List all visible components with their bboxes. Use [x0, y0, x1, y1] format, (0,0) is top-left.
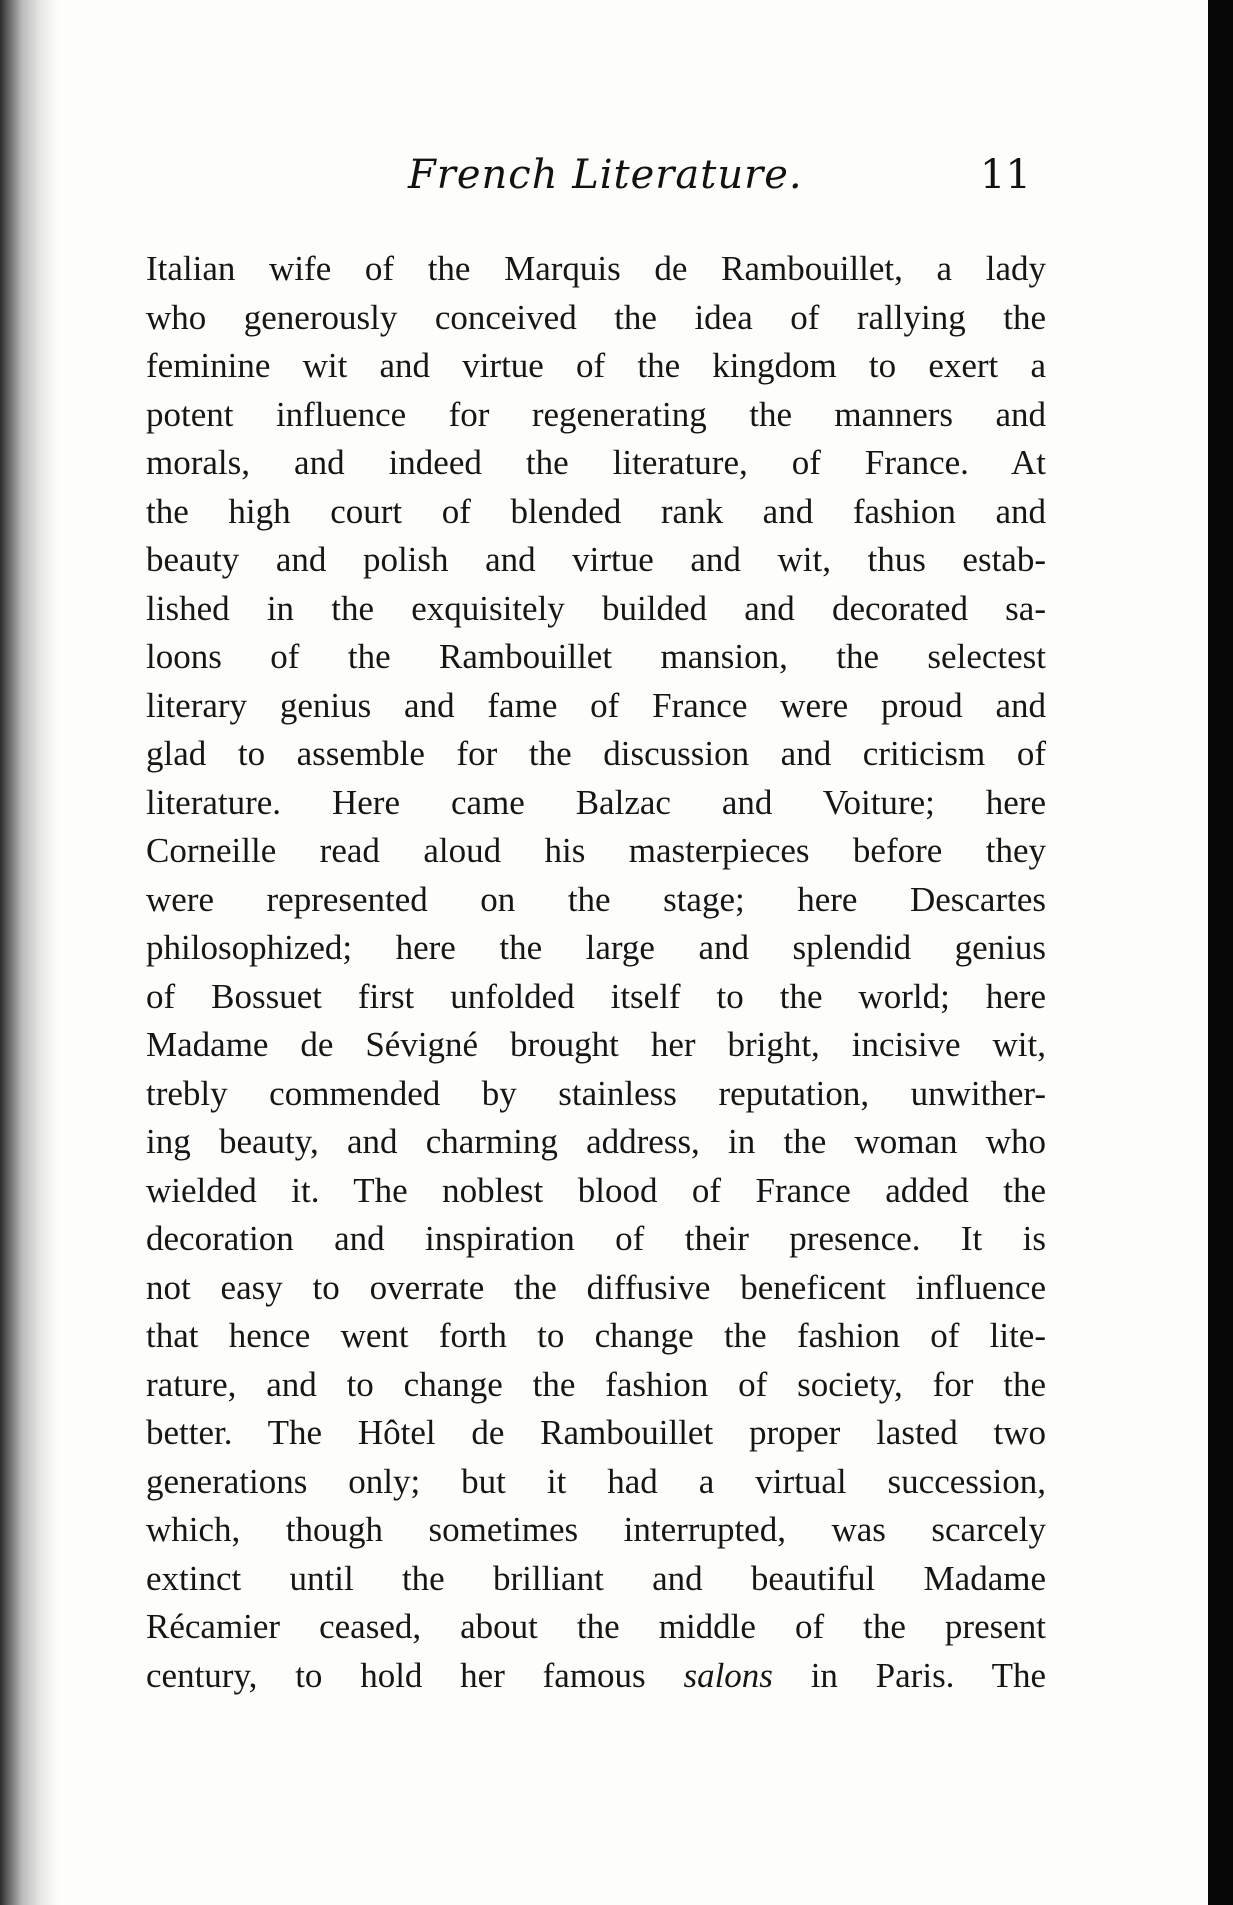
text-line: philosophized; here the large and splendid genius [146, 928, 1046, 967]
text-line: the high court of blended rank and fashion and [146, 491, 1046, 531]
text-line: trebly commended by stainless reputation, unwither- [146, 1073, 1046, 1113]
text-line: ing beauty, and charming address, in the woman who [146, 1122, 1046, 1161]
binding-gutter-shadow [0, 0, 58, 1905]
text-line: were represented on the stage; here Descartes [146, 879, 1046, 919]
text-line: Récamier ceased, about the middle of the present [146, 1607, 1046, 1646]
text-line-last [146, 1652, 1046, 1701]
text-line: Madame de Sévigné brought her bright, incisive wit, [146, 1025, 1046, 1064]
text-line: feminine wit and virtue of the kingdom to exert a [146, 346, 1046, 385]
text-line: loons of the Rambouillet mansion, the selectest [146, 637, 1046, 676]
text-line: morals, and indeed the literature, of France. At [146, 443, 1046, 482]
text-line: rature, and to change the fashion of society, for the [146, 1364, 1046, 1404]
text-line: decoration and inspiration of their presence. It is [146, 1219, 1046, 1258]
text-line: better. The Hôtel de Rambouillet proper lasted two [146, 1413, 1046, 1452]
text-line: extinct until the brilliant and beautiful Madame [146, 1558, 1046, 1598]
scan-edge-bar [1208, 0, 1233, 1905]
italic-word-salons: salons [683, 1655, 773, 1695]
text-line: glad to assemble for the discussion and criticism of [146, 734, 1046, 773]
text-line: lished in the exquisitely builded and decorated sa- [146, 588, 1046, 628]
text-line: literary genius and fame of France were proud and [146, 685, 1046, 725]
text-line: Corneille read aloud his masterpieces before they [146, 831, 1046, 870]
text-line: potent influence for regenerating the manners and [146, 394, 1046, 434]
last-line-start: century, to hold her famous [146, 1655, 684, 1695]
text-line: Italian wife of the Marquis de Rambouillet, a lady [146, 249, 1046, 288]
running-title: French Literature. [408, 152, 803, 198]
text-line: that hence went forth to change the fashion of lite- [146, 1316, 1046, 1355]
text-line: literature. Here came Balzac and Voiture; here [146, 782, 1046, 822]
text-line: wielded it. The noblest blood of France added the [146, 1170, 1046, 1210]
text-line: beauty and polish and virtue and wit, thus estab- [146, 540, 1046, 579]
text-line: which, though sometimes interrupted, was scarcely [146, 1510, 1046, 1549]
text-line: who generously conceived the idea of rallying the [146, 297, 1046, 337]
text-line: of Bossuet first unfolded itself to the world; here [146, 976, 1046, 1016]
text-line: generations only; but it had a virtual succession, [146, 1461, 1046, 1501]
last-line-end: in Paris. The [772, 1655, 1046, 1695]
page-number: 11 [980, 152, 1031, 198]
page-header [146, 152, 1046, 212]
text-line: not easy to overrate the diffusive beneficent influence [146, 1267, 1046, 1307]
body-text [146, 245, 1046, 1700]
